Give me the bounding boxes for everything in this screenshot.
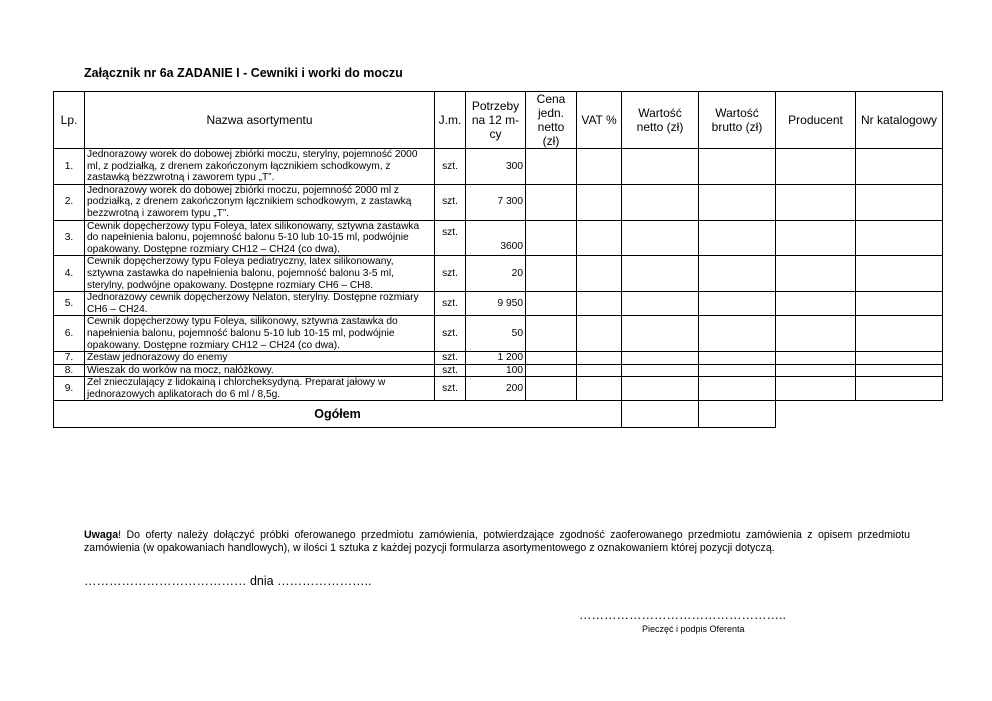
note-bold-label: Uwaga	[84, 529, 119, 541]
row-catalog-cell[interactable]	[856, 316, 943, 352]
table-header-row	[54, 92, 943, 149]
row-vat-cell[interactable]	[577, 220, 622, 256]
row-gross-cell[interactable]	[699, 352, 776, 365]
row-price-cell[interactable]	[526, 364, 577, 377]
row-name: Żel znieczulający z lidokainą i chlorcheksydyną. Preparat jałowy w jednorazowych aplikatorach do 6 ml / 8,5g.	[85, 377, 435, 401]
row-qty: 7 300	[466, 184, 526, 220]
header-net: Wartość netto (zł)	[622, 92, 699, 149]
row-catalog-cell[interactable]	[856, 377, 943, 401]
row-producer-cell[interactable]	[776, 149, 856, 185]
row-qty: 300	[466, 149, 526, 185]
row-price-cell[interactable]	[526, 316, 577, 352]
row-net-cell[interactable]	[622, 184, 699, 220]
row-unit: szt.	[435, 184, 466, 220]
row-producer-cell[interactable]	[776, 352, 856, 365]
row-net-cell[interactable]	[622, 220, 699, 256]
table-row	[54, 292, 943, 316]
row-price-cell[interactable]	[526, 256, 577, 292]
row-qty: 1 200	[466, 352, 526, 365]
table-row	[54, 377, 943, 401]
row-producer-cell[interactable]	[776, 292, 856, 316]
header-vat: VAT %	[577, 92, 622, 149]
signature-caption: Pieczęć i podpis Oferenta	[642, 624, 745, 634]
row-net-cell[interactable]	[622, 292, 699, 316]
header-gross: Wartość brutto (zł)	[699, 92, 776, 149]
row-lp: 6.	[54, 316, 85, 352]
signature-line: …………………………………………..	[579, 608, 786, 622]
total-label: Ogółem	[54, 401, 622, 428]
header-producer: Producent	[776, 92, 856, 149]
assortment-table	[53, 91, 943, 428]
row-catalog-cell[interactable]	[856, 220, 943, 256]
header-name: Nazwa asortymentu	[85, 92, 435, 149]
row-price-cell[interactable]	[526, 184, 577, 220]
note-paragraph	[84, 529, 910, 555]
row-unit: szt.	[435, 256, 466, 292]
row-name: Cewnik dopęcherzowy typu Foleya, latex silikonowany, sztywna zastawka do napełnienia balonu, pojemność balonu 5-10 lub 10-15 ml, podwójnie opakowany. Dostępne rozmiary CH12 – CH24 (co dwa).	[85, 220, 435, 256]
row-unit: szt.	[435, 377, 466, 401]
row-catalog-cell[interactable]	[856, 364, 943, 377]
row-lp: 9.	[54, 377, 85, 401]
row-vat-cell[interactable]	[577, 316, 622, 352]
row-qty: 20	[466, 256, 526, 292]
note-text: ! Do oferty należy dołączyć próbki oferowanego przedmiotu zamówienia, potwierdzające zgodność zaoferowanego przedmiotu zamówienia z opisem przedmiotu zamówienia (w opakowaniach handlowych), w ilości 1 sztuka z każdej pozycji formularza asortymentowego z oznakowaniem której pozycji dotyczą.	[84, 529, 910, 554]
document-title: Załącznik nr 6a ZADANIE I - Cewniki i worki do moczu	[84, 66, 403, 80]
row-producer-cell[interactable]	[776, 316, 856, 352]
row-unit: szt.	[435, 352, 466, 365]
row-vat-cell[interactable]	[577, 149, 622, 185]
row-name: Zestaw jednorazowy do enemy	[85, 352, 435, 365]
row-name: Jednorazowy worek do dobowej zbiórki moczu, sterylny, pojemność 2000 ml, z podziałką, z drenem zakończonym łącznikiem schodkowym, z zastawką bezzwrotną i zaworem typu „T”.	[85, 149, 435, 185]
row-gross-cell[interactable]	[699, 364, 776, 377]
row-gross-cell[interactable]	[699, 256, 776, 292]
row-unit: szt.	[435, 316, 466, 352]
row-price-cell[interactable]	[526, 220, 577, 256]
row-vat-cell[interactable]	[577, 364, 622, 377]
row-catalog-cell[interactable]	[856, 149, 943, 185]
header-unit: J.m.	[435, 92, 466, 149]
row-name: Cewnik dopęcherzowy typu Foleya, silikonowy, sztywna zastawka do napełnienia balonu, pojemność balonu 5-10 lub 10-15 ml, podwójnie opakowany. Dostępne rozmiary CH12 – CH24 (co dwa).	[85, 316, 435, 352]
row-producer-cell[interactable]	[776, 256, 856, 292]
row-price-cell[interactable]	[526, 377, 577, 401]
row-unit: szt.	[435, 364, 466, 377]
row-name: Cewnik dopęcherzowy typu Foleya pediatryczny, latex silikonowany, sztywna zastawka do napełnienia balonu, pojemność balonu 3-5 ml, sterylny, podwójne opakowany. Dostępne rozmiary CH6 – CH8.	[85, 256, 435, 292]
row-producer-cell[interactable]	[776, 377, 856, 401]
row-unit: szt.	[435, 149, 466, 185]
row-gross-cell[interactable]	[699, 184, 776, 220]
row-net-cell[interactable]	[622, 352, 699, 365]
header-catalog: Nr katalogowy	[856, 92, 943, 149]
total-spacer	[856, 401, 943, 428]
row-name: Jednorazowy cewnik dopęcherzowy Nelaton, sterylny. Dostępne rozmiary CH6 – CH24.	[85, 292, 435, 316]
row-gross-cell[interactable]	[699, 377, 776, 401]
row-producer-cell[interactable]	[776, 220, 856, 256]
row-qty: 3600	[466, 220, 526, 256]
row-gross-cell[interactable]	[699, 220, 776, 256]
table-row	[54, 316, 943, 352]
row-gross-cell[interactable]	[699, 316, 776, 352]
header-lp: Lp.	[54, 92, 85, 149]
total-gross-cell[interactable]	[699, 401, 776, 428]
row-name: Jednorazowy worek do dobowej zbiórki moczu, pojemność 2000 ml z podziałką, z drenem zakończonym łącznikiem schodkowym, z zastawką bezzwrotną i zaworem typu „T”.	[85, 184, 435, 220]
row-qty: 200	[466, 377, 526, 401]
row-unit: szt.	[435, 292, 466, 316]
row-vat-cell[interactable]	[577, 256, 622, 292]
table-row	[54, 184, 943, 220]
row-net-cell[interactable]	[622, 256, 699, 292]
row-vat-cell[interactable]	[577, 377, 622, 401]
row-catalog-cell[interactable]	[856, 292, 943, 316]
header-price: Cena jedn. netto (zł)	[526, 92, 577, 149]
total-net-cell[interactable]	[622, 401, 699, 428]
table-row	[54, 352, 943, 365]
date-line: ………………………………… dnia …………………..	[84, 574, 372, 588]
total-spacer	[776, 401, 856, 428]
row-net-cell[interactable]	[622, 377, 699, 401]
row-lp: 3.	[54, 220, 85, 256]
row-vat-cell[interactable]	[577, 184, 622, 220]
row-vat-cell[interactable]	[577, 292, 622, 316]
row-gross-cell[interactable]	[699, 292, 776, 316]
row-lp: 7.	[54, 352, 85, 365]
row-price-cell[interactable]	[526, 352, 577, 365]
row-net-cell[interactable]	[622, 364, 699, 377]
row-catalog-cell[interactable]	[856, 352, 943, 365]
row-price-cell[interactable]	[526, 292, 577, 316]
row-lp: 8.	[54, 364, 85, 377]
table-row	[54, 220, 943, 256]
row-qty: 100	[466, 364, 526, 377]
row-gross-cell[interactable]	[699, 149, 776, 185]
table-row	[54, 149, 943, 185]
row-net-cell[interactable]	[622, 149, 699, 185]
table-row	[54, 364, 943, 377]
row-qty: 50	[466, 316, 526, 352]
row-catalog-cell[interactable]	[856, 184, 943, 220]
row-producer-cell[interactable]	[776, 364, 856, 377]
row-price-cell[interactable]	[526, 149, 577, 185]
row-lp: 4.	[54, 256, 85, 292]
row-qty: 9 950	[466, 292, 526, 316]
row-vat-cell[interactable]	[577, 352, 622, 365]
row-lp: 1.	[54, 149, 85, 185]
row-name: Wieszak do worków na mocz, nałóżkowy.	[85, 364, 435, 377]
row-unit: szt.	[435, 220, 466, 256]
total-row	[54, 401, 943, 428]
row-lp: 5.	[54, 292, 85, 316]
row-lp: 2.	[54, 184, 85, 220]
row-net-cell[interactable]	[622, 316, 699, 352]
header-need: Potrzeby na 12 m-cy	[466, 92, 526, 149]
table-row	[54, 256, 943, 292]
row-catalog-cell[interactable]	[856, 256, 943, 292]
row-producer-cell[interactable]	[776, 184, 856, 220]
